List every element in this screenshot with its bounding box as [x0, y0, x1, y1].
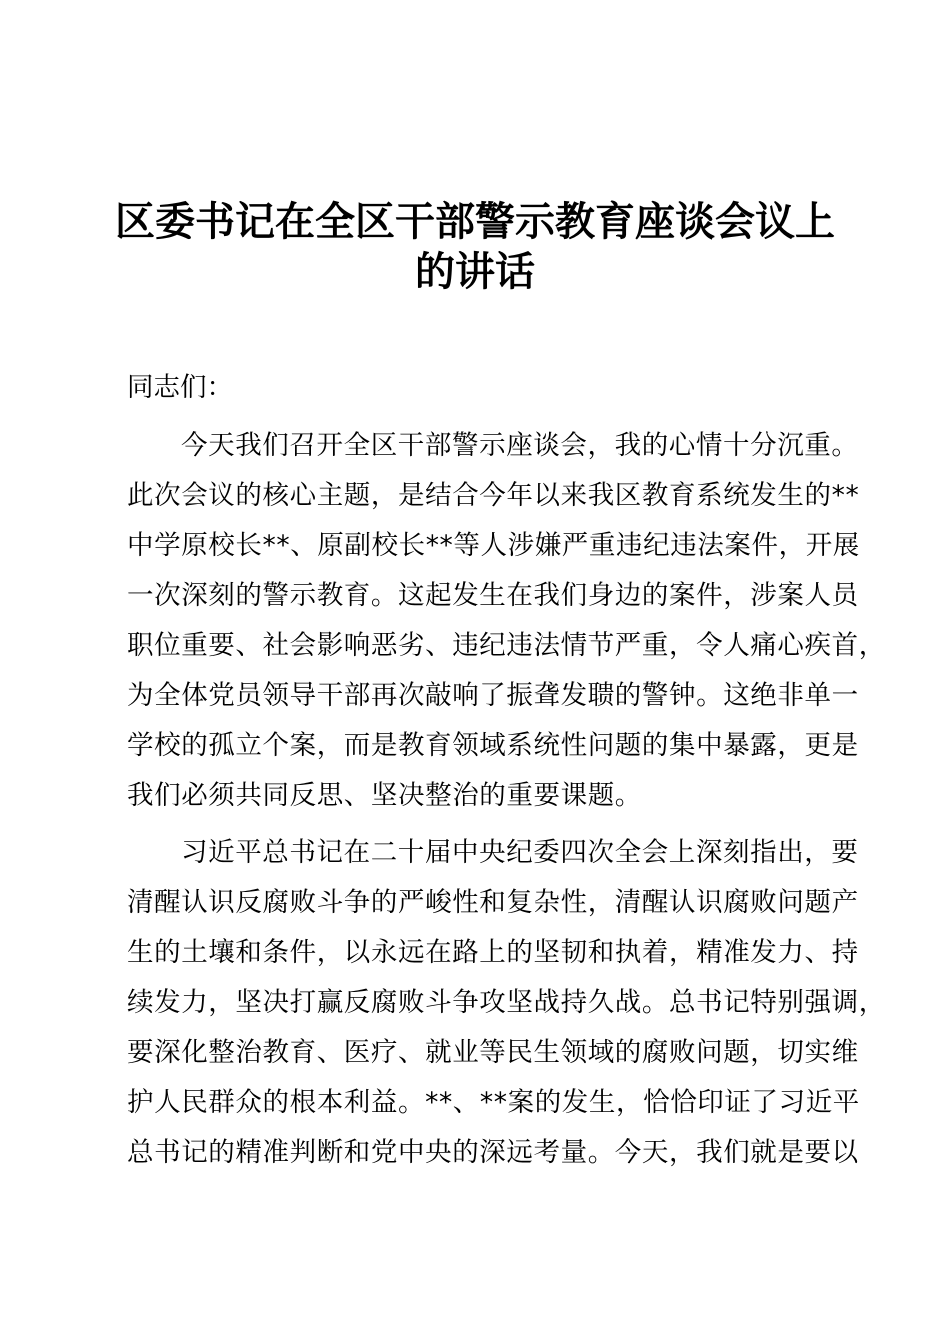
paragraph-line: 我们必须共同反思、坚决整治的重要课题。: [127, 780, 642, 811]
paragraph-line: 生的土壤和条件，以永远在路上的坚韧和执着，精准发力、持: [127, 937, 859, 968]
paragraph-line: 清醒认识反腐败斗争的严峻性和复杂性，清醒认识腐败问题产: [127, 887, 859, 918]
paragraph-line: 今天我们召开全区干部警示座谈会，我的心情十分沉重。: [181, 430, 859, 461]
paragraph-line: 中学原校长**、原副校长**等人涉嫌严重违纪违法案件，开展: [127, 530, 860, 561]
paragraph-line: 一次深刻的警示教育。这起发生在我们身边的案件，涉案人员: [127, 580, 859, 611]
paragraph-line: 续发力，坚决打赢反腐败斗争攻坚战持久战。总书记特别强调，: [127, 987, 886, 1018]
document-body: [127, 368, 886, 1190]
paragraph-line: 习近平总书记在二十届中央纪委四次全会上深刻指出，要: [181, 837, 859, 868]
paragraph-line: 总书记的精准判断和党中央的深远考量。今天，我们就是要以: [127, 1137, 859, 1168]
title-line: 的讲话: [415, 248, 535, 295]
paragraph-line: 要深化整治教育、医疗、就业等民生领域的腐败问题，切实维: [127, 1037, 859, 1068]
salutation: 同志们：: [127, 372, 233, 403]
title-line: 区委书记在全区干部警示教育座谈会议上: [115, 198, 835, 245]
paragraph-line: 此次会议的核心主题，是结合今年以来我区教育系统发生的**: [127, 480, 860, 511]
paragraph: [127, 833, 886, 1183]
paragraph-line: 护人民群众的根本利益。**、**案的发生，恰恰印证了习近平: [127, 1087, 860, 1118]
paragraph: [127, 426, 886, 826]
paragraph-line: 学校的孤立个案，而是教育领域系统性问题的集中暴露，更是: [127, 730, 859, 761]
paragraphs: [127, 426, 886, 1183]
paragraph-line: 为全体党员领导干部再次敲响了振聋发聩的警钟。这绝非单一: [127, 680, 859, 711]
paragraph-line: 职位重要、社会影响恶劣、违纪违法情节严重，令人痛心疾首，: [127, 630, 886, 661]
